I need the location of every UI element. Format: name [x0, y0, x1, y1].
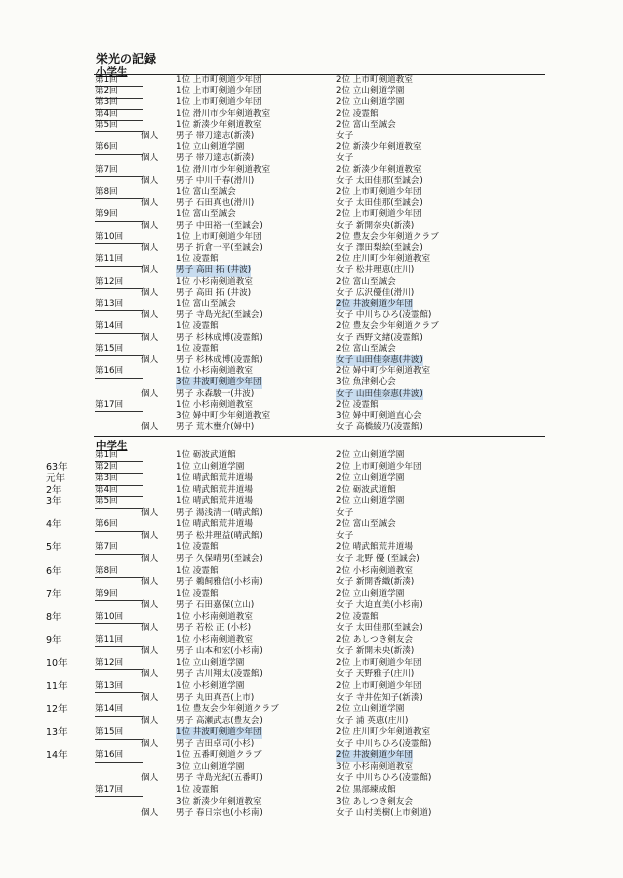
team-first-place: 1位 凌霊館 [176, 588, 219, 599]
girls-winner: 女子 高橋綾乃(凌霊館) [336, 422, 423, 433]
team-first-place: 1位 滑川市少年剣道教室 [176, 164, 271, 175]
era-label: 4年 [46, 519, 62, 531]
girls-winner: 女子 山田佳奈恵(井波) [336, 388, 423, 399]
team-row [0, 704, 623, 715]
team-row [0, 785, 623, 796]
team-row [0, 120, 623, 131]
round-label: 第12回 [95, 277, 143, 289]
individual-row [0, 739, 623, 750]
team-first-place: 1位 小杉南剣道教室 [176, 366, 253, 377]
individual-label: 個人 [141, 692, 159, 703]
girls-winner: 女子 [336, 153, 354, 164]
girls-winner: 女子 [336, 507, 354, 518]
individual-label: 個人 [141, 243, 159, 253]
team-first-place: 1位 凌霊館 [176, 254, 219, 265]
era-label: 元年 [46, 473, 66, 485]
team-first-place: 1位 晴武館荒井道場 [176, 519, 253, 530]
team-second-place: 2位 上市町剣道教室 [336, 75, 413, 85]
boys-winner: 男子 久保晴男(至誠会) [176, 553, 263, 564]
team-first-place: 1位 凌霊館 [176, 565, 219, 576]
individual-label: 個人 [141, 355, 159, 365]
boys-winner: 男子 松井理益(晴武館) [176, 530, 263, 541]
round-label: 第11回 [95, 635, 143, 647]
team-second-place: 2位 小杉南剣道教室 [336, 565, 413, 576]
team-row [0, 411, 623, 422]
page-title: 栄光の記録 [96, 52, 157, 66]
girls-winner: 女子 浦 英恵(庄川) [336, 715, 409, 726]
team-row [0, 727, 623, 738]
team-first-place: 1位 立山剣道学園 [176, 657, 245, 668]
team-first-place: 1位 上市町剣道少年団 [176, 97, 262, 108]
team-row [0, 400, 623, 411]
team-first-place: 3位 新湊少年剣道教室 [176, 796, 262, 807]
individual-label: 個人 [141, 310, 159, 321]
individual-row [0, 693, 623, 704]
boys-winner: 男子 帯刀達志(新湊) [176, 131, 255, 141]
team-first-place: 1位 上市町剣道少年団 [176, 86, 262, 97]
team-row [0, 232, 623, 243]
individual-label: 個人 [141, 738, 159, 749]
girls-winner: 女子 中川ちひろ(凌霊館) [336, 738, 432, 749]
individual-label: 個人 [141, 198, 159, 209]
team-second-place: 2位 立山剣道学園 [336, 588, 405, 599]
era-label: 8年 [46, 611, 62, 623]
round-label: 第4回 [95, 485, 143, 497]
round-label: 第10回 [95, 232, 143, 244]
team-first-place: 1位 立山剣道学園 [176, 461, 245, 472]
team-second-place: 2位 黒部練成館 [336, 784, 396, 795]
era-label: 3年 [46, 496, 62, 508]
team-row [0, 566, 623, 577]
team-row [0, 366, 623, 377]
round-label: 第17回 [95, 400, 143, 412]
team-first-place: 1位 上市町剣道少年団 [176, 75, 262, 85]
team-row [0, 142, 623, 153]
individual-row [0, 389, 623, 400]
team-row [0, 321, 623, 332]
boys-winner: 男子 丸田真吾(上市) [176, 692, 255, 703]
girls-winner: 女子 太田佳那(至誠会) [336, 198, 423, 209]
team-row [0, 635, 623, 646]
era-label: 13年 [46, 727, 68, 739]
individual-label: 個人 [141, 669, 159, 680]
individual-row [0, 198, 623, 209]
team-first-place: 1位 小杉剣道学園 [176, 681, 245, 691]
team-first-place: 1位 上市町剣道少年団 [176, 231, 262, 242]
team-second-place: 2位 井波剣道少年団 [336, 750, 413, 761]
girls-winner: 女子 太田佳那(至誠会) [336, 623, 423, 634]
team-second-place: 2位 あしつき剣友会 [336, 634, 413, 645]
team-first-place: 1位 豊友会少年剣道クラブ [176, 704, 279, 715]
boys-winner: 男子 若松 正 (小杉) [176, 623, 252, 634]
team-second-place: 2位 凌霊館 [336, 399, 379, 410]
team-first-place: 1位 凌霊館 [176, 343, 219, 354]
round-label: 第6回 [95, 519, 143, 531]
girls-winner: 女子 西野文緒(凌霊館) [336, 332, 423, 343]
team-row [0, 519, 623, 530]
team-second-place: 2位 豊友会少年剣道クラブ [336, 231, 439, 242]
girls-winner: 女子 新開香織(新湊) [336, 577, 415, 588]
team-row [0, 485, 623, 496]
team-second-place: 2位 砺波武道館 [336, 484, 396, 495]
individual-row [0, 716, 623, 727]
team-second-place: 2位 上市町剣道少年団 [336, 461, 422, 472]
round-label: 第2回 [95, 86, 143, 98]
team-second-place: 2位 凌霊館 [336, 611, 379, 622]
team-first-place: 1位 富山至誠会 [176, 299, 236, 309]
round-label: 第11回 [95, 254, 143, 266]
individual-row [0, 333, 623, 344]
round-label: 第2回 [95, 462, 143, 474]
boys-winner: 男子 中川千春(滑川) [176, 175, 255, 186]
round-label: 第16回 [95, 750, 143, 762]
team-row [0, 589, 623, 600]
round-label: 第13回 [95, 681, 143, 693]
team-second-place: 2位 富山至誠会 [336, 276, 396, 287]
team-second-place: 2位 凌霊館 [336, 108, 379, 119]
individual-label: 個人 [141, 773, 159, 784]
individual-row [0, 176, 623, 187]
team-first-place: 1位 五番町剣道クラブ [176, 750, 262, 761]
team-second-place: 3位 魚津剣心会 [336, 377, 396, 388]
individual-row [0, 265, 623, 276]
round-label: 第7回 [95, 165, 143, 177]
boys-winner: 男子 鵜飼雅信(小杉南) [176, 577, 263, 588]
team-row [0, 277, 623, 288]
team-second-place: 2位 上市町剣道少年団 [336, 187, 422, 197]
girls-winner: 女子 [336, 131, 354, 141]
team-second-place: 2位 上市町剣道少年団 [336, 657, 422, 668]
round-label: 第15回 [95, 727, 143, 739]
team-first-place: 1位 小杉南剣道教室 [176, 399, 253, 410]
team-row [0, 450, 623, 461]
round-label: 第15回 [95, 344, 143, 356]
boys-winner: 男子 高瀬武志(豊友会) [176, 715, 263, 726]
round-label: 第5回 [95, 120, 143, 132]
team-second-place: 2位 晴武館荒井道場 [336, 542, 413, 553]
round-label: 第7回 [95, 542, 143, 554]
team-first-place: 1位 富山至誠会 [176, 209, 236, 220]
girls-winner: 女子 大迫直美(小杉南) [336, 600, 423, 611]
era-label: 11年 [46, 681, 68, 692]
individual-label: 個人 [141, 530, 159, 541]
team-second-place: 2位 富山至誠会 [336, 119, 396, 130]
round-label: 第1回 [95, 75, 143, 87]
individual-label: 個人 [141, 577, 159, 588]
team-row [0, 462, 623, 473]
team-first-place: 1位 井波町剣道少年団 [176, 727, 262, 738]
era-label: 12年 [46, 704, 68, 716]
boys-winner: 男子 高田 拓 (井波) [176, 287, 252, 298]
boys-winner: 男子 帯刀達志(新湊) [176, 153, 255, 164]
individual-row [0, 355, 623, 366]
era-label: 5年 [46, 542, 62, 554]
team-first-place: 1位 富山至誠会 [176, 187, 236, 197]
team-second-place: 2位 富山至誠会 [336, 343, 396, 354]
team-first-place: 3位 婦中町少年剣道教室 [176, 411, 271, 421]
girls-winner: 女子 [336, 530, 354, 541]
team-second-place: 2位 新湊少年剣道教室 [336, 142, 422, 153]
team-first-place: 1位 小杉南剣道教室 [176, 634, 253, 645]
team-row [0, 109, 623, 120]
individual-row [0, 577, 623, 588]
team-row [0, 762, 623, 773]
girls-winner: 女子 新開未央(新湊) [336, 646, 415, 657]
individual-label: 個人 [141, 332, 159, 343]
boys-winner: 男子 湯浅清一(晴武館) [176, 507, 263, 518]
round-label: 第10回 [95, 612, 143, 624]
individual-row [0, 554, 623, 565]
team-first-place: 1位 晴武館荒井道場 [176, 484, 253, 495]
individual-row [0, 153, 623, 164]
individual-label: 個人 [141, 220, 159, 231]
era-label: 6年 [46, 565, 62, 577]
boys-winner: 男子 杉林成博(凌霊館) [176, 332, 263, 343]
team-second-place: 3位 婦中町剣道直心会 [336, 411, 422, 421]
individual-label: 個人 [141, 388, 159, 399]
team-row [0, 299, 623, 310]
team-first-place: 1位 晴武館荒井道場 [176, 496, 253, 507]
team-row [0, 658, 623, 669]
team-first-place: 1位 凌霊館 [176, 784, 219, 795]
girls-winner: 女子 中川ちひろ(凌霊館) [336, 310, 432, 321]
team-row [0, 254, 623, 265]
team-row [0, 496, 623, 507]
era-label: 9年 [46, 634, 62, 646]
round-label: 第1回 [95, 450, 143, 462]
individual-label: 個人 [141, 715, 159, 726]
team-second-place: 2位 立山剣道学園 [336, 473, 405, 484]
individual-label: 個人 [141, 265, 159, 276]
team-second-place: 2位 立山剣道学園 [336, 97, 405, 108]
team-row [0, 75, 623, 86]
boys-winner: 男子 中田裕一(至誠会) [176, 220, 263, 231]
individual-label: 個人 [141, 153, 159, 164]
team-second-place: 2位 立山剣道学園 [336, 86, 405, 97]
era-label: 7年 [46, 588, 62, 600]
girls-winner: 女子 新開奈央(新湊) [336, 220, 415, 231]
boys-winner: 男子 折倉一平(至誠会) [176, 243, 263, 253]
team-second-place: 2位 上市町剣道少年団 [336, 209, 422, 220]
round-label: 第8回 [95, 187, 143, 199]
girls-winner: 女子 寺井佐知子(新湊) [336, 692, 423, 703]
round-label: 第16回 [95, 366, 143, 378]
round-label: 第9回 [95, 589, 143, 601]
team-first-place: 1位 立山剣道学園 [176, 142, 245, 153]
team-row [0, 86, 623, 97]
team-second-place: 2位 立山剣道学園 [336, 704, 405, 715]
individual-label: 個人 [141, 175, 159, 186]
team-second-place: 2位 庄川町少年剣道教室 [336, 727, 431, 738]
round-label: 第6回 [95, 142, 143, 154]
individual-row [0, 221, 623, 232]
team-first-place: 1位 新湊少年剣道教室 [176, 119, 262, 130]
round-label: 第8回 [95, 566, 143, 578]
round-label: 第14回 [95, 321, 143, 333]
team-first-place: 3位 立山剣道学園 [176, 761, 245, 772]
team-row [0, 97, 623, 108]
team-second-place: 3位 あしつき剣友会 [336, 796, 413, 807]
team-row [0, 797, 623, 808]
team-row [0, 612, 623, 623]
girls-winner: 女子 太田佳那(至誠会) [336, 175, 423, 186]
team-first-place: 1位 砺波武道館 [176, 450, 236, 460]
girls-winner: 女子 松井理恵(庄川) [336, 265, 415, 276]
individual-row [0, 310, 623, 321]
individual-label: 個人 [141, 623, 159, 634]
team-row [0, 165, 623, 176]
team-row [0, 377, 623, 388]
boys-winner: 男子 杉林成博(凌霊館) [176, 355, 263, 365]
individual-row [0, 422, 623, 433]
individual-row [0, 669, 623, 680]
era-label: 10年 [46, 657, 68, 669]
boys-winner: 男子 古川翔太(凌霊館) [176, 669, 263, 680]
boys-winner: 男子 春日宗也(小杉南) [176, 808, 263, 819]
individual-label: 個人 [141, 600, 159, 611]
individual-row [0, 131, 623, 142]
team-row [0, 344, 623, 355]
middle-top-rule [94, 436, 545, 437]
boys-winner: 男子 荒木壅介(婦中) [176, 422, 255, 433]
team-second-place: 2位 新湊少年剣道教室 [336, 164, 422, 175]
round-label: 第9回 [95, 209, 143, 221]
girls-winner: 女子 中川ちひろ(凌霊館) [336, 773, 432, 784]
individual-row [0, 600, 623, 611]
team-row [0, 187, 623, 198]
team-first-place: 1位 小杉南剣道教室 [176, 276, 253, 287]
individual-label: 個人 [141, 646, 159, 657]
team-row [0, 750, 623, 761]
team-row [0, 473, 623, 484]
team-row [0, 209, 623, 220]
team-first-place: 3位 井波町剣道少年団 [176, 377, 262, 388]
round-label: 第3回 [95, 97, 143, 109]
round-label: 第5回 [95, 496, 143, 508]
individual-row [0, 773, 623, 784]
boys-winner: 男子 山本和宏(小杉南) [176, 646, 263, 657]
team-second-place: 2位 立山剣道学園 [336, 450, 405, 460]
middle-heading: 中学生 [96, 440, 128, 452]
individual-label: 個人 [141, 131, 159, 141]
round-label: 第12回 [95, 658, 143, 670]
individual-row [0, 508, 623, 519]
team-second-place: 2位 豊友会少年剣道クラブ [336, 321, 439, 332]
boys-winner: 男子 石田嘉保(立山) [176, 600, 255, 611]
team-second-place: 2位 婦中町少年剣道教室 [336, 366, 431, 377]
individual-label: 個人 [141, 507, 159, 518]
boys-winner: 男子 高田 拓 (井波) [176, 265, 252, 276]
round-label: 第4回 [95, 109, 143, 121]
individual-label: 個人 [141, 808, 159, 819]
team-second-place: 2位 立山剣道学園 [336, 496, 405, 507]
individual-row [0, 531, 623, 542]
team-row [0, 542, 623, 553]
girls-winner: 女子 澤田梨絵(至誠会) [336, 243, 423, 253]
elementary-heading: 小学生 [96, 66, 128, 78]
girls-winner: 女子 北野 優 (至誠会) [336, 553, 420, 564]
team-first-place: 1位 凌霊館 [176, 542, 219, 553]
individual-row [0, 646, 623, 657]
team-second-place: 2位 上市町剣道少年団 [336, 681, 422, 691]
era-label: 2年 [46, 484, 62, 496]
team-second-place: 3位 小杉南剣道教室 [336, 761, 413, 772]
team-second-place: 2位 富山至誠会 [336, 519, 396, 530]
individual-label: 個人 [141, 553, 159, 564]
girls-winner: 女子 天野雅子(庄川) [336, 669, 415, 680]
team-row [0, 681, 623, 692]
team-first-place: 1位 晴武館荒井道場 [176, 473, 253, 484]
individual-row [0, 288, 623, 299]
boys-winner: 男子 寺島光紀(五番町) [176, 773, 263, 784]
girls-winner: 女子 広沢優佳(滑川) [336, 287, 415, 298]
boys-winner: 男子 石田真也(滑川) [176, 198, 255, 209]
team-second-place: 2位 庄川町少年剣道教室 [336, 254, 431, 265]
boys-winner: 男子 吉田卓司(小杉) [176, 738, 255, 749]
team-first-place: 1位 凌霊館 [176, 321, 219, 332]
individual-label: 個人 [141, 287, 159, 298]
team-first-place: 1位 小杉南剣道教室 [176, 611, 253, 622]
individual-row [0, 623, 623, 634]
round-label: 第17回 [95, 785, 143, 797]
era-label: 14年 [46, 750, 68, 762]
round-label: 第3回 [95, 473, 143, 485]
individual-row [0, 808, 623, 819]
team-second-place: 2位 井波剣道少年団 [336, 299, 413, 309]
team-first-place: 1位 滑川市少年剣道教室 [176, 108, 271, 119]
boys-winner: 男子 永森駿一(井波) [176, 388, 255, 399]
girls-winner: 女子 山田佳奈恵(井波) [336, 355, 423, 365]
boys-winner: 男子 寺島光紀(至誠会) [176, 310, 263, 321]
individual-label: 個人 [141, 422, 159, 433]
individual-row [0, 243, 623, 254]
round-label: 第14回 [95, 704, 143, 716]
era-label: 63年 [46, 461, 68, 473]
round-label: 第13回 [95, 299, 143, 311]
girls-winner: 女子 山村美樹(上市剣道) [336, 808, 432, 819]
